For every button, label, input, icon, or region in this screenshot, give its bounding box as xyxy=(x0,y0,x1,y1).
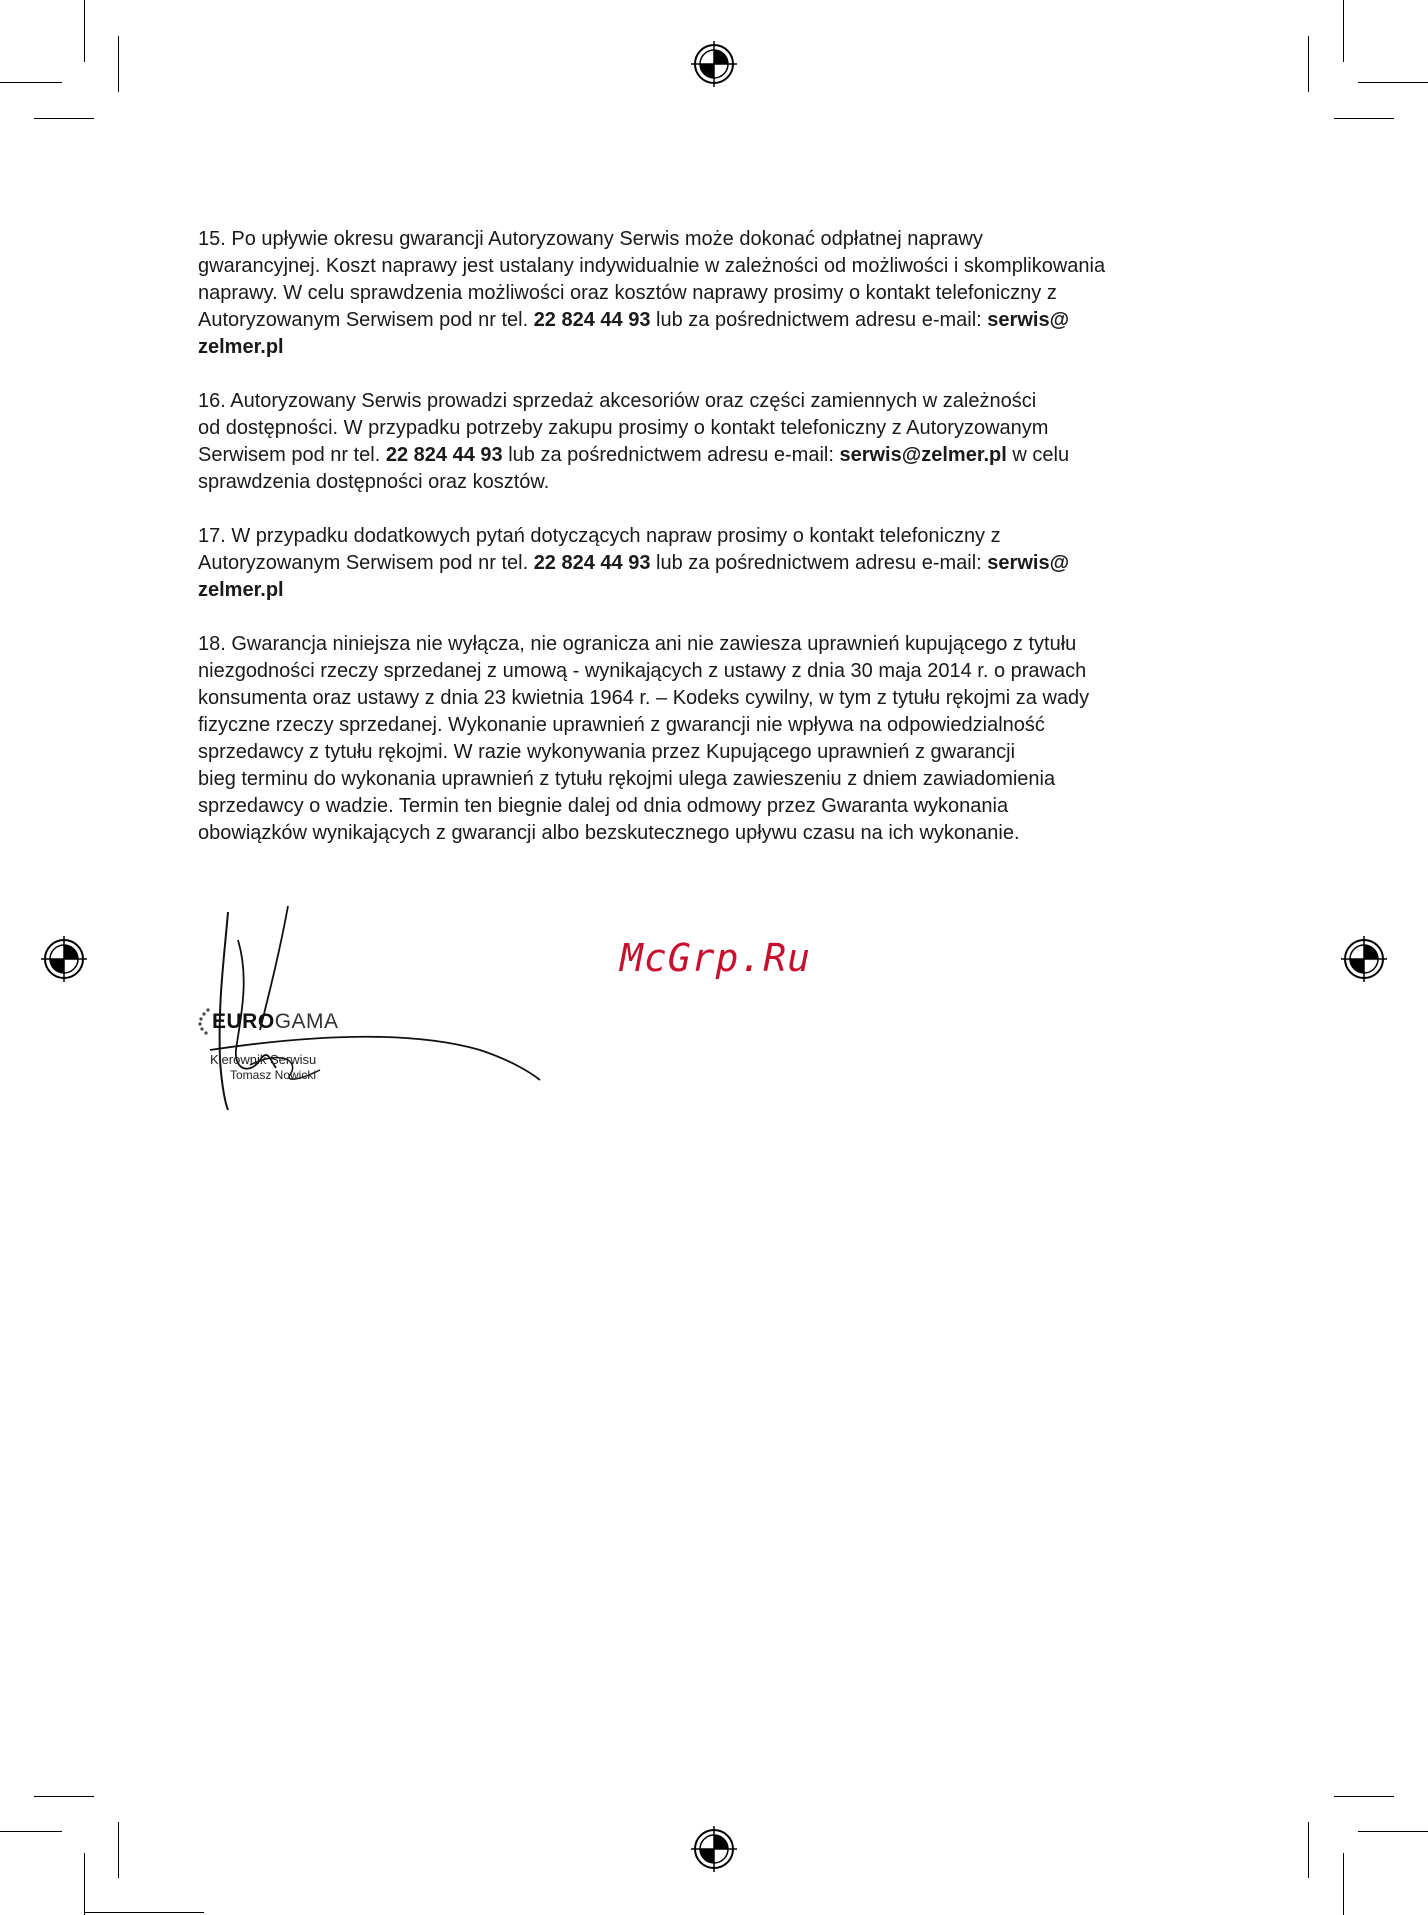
crop-mark xyxy=(1308,1822,1309,1878)
bold-text: serwis@zelmer.pl xyxy=(839,444,1007,466)
bold-text: 22 824 44 93 xyxy=(385,444,503,466)
crop-mark xyxy=(1308,36,1309,92)
bold-text: serwis@ zelmer.pl xyxy=(198,552,1070,601)
paragraph-16 xyxy=(198,388,1238,496)
crop-mark xyxy=(1334,118,1394,119)
stamp-brand xyxy=(212,1010,339,1034)
crop-mark xyxy=(1343,0,1344,62)
text-run: w celu sprawdzenia dostępności oraz kosztów. xyxy=(198,444,1070,493)
text-run: lub za pośrednictwem adresu e-mail: xyxy=(502,444,840,466)
crop-mark xyxy=(0,1831,62,1832)
signature-stamp xyxy=(190,900,550,1120)
text-run: 16. Autoryzowany Serwis prowadzi sprzedaż akcesoriów oraz części zamiennych w zależności od dostępności. W przypadku potrzeby zakupu prosimy o kontakt telefoniczny z Autoryzowanym Serwisem pod nr tel. xyxy=(198,390,1049,466)
crop-mark xyxy=(1358,1831,1428,1832)
text-run: 15. Po upływie okresu gwarancji Autoryzowany Serwis może dokonać odpłatnej naprawy gwarancyjnej. Koszt naprawy jest ustalany indywidualnie w zależności od możliwości i skomplikowania naprawy. W celu sprawdzenia możliwości oraz kosztów naprawy prosimy o kontakt telefoniczny z Autoryzowanym Serwisem pod nr tel. xyxy=(198,228,1106,331)
crop-mark xyxy=(118,36,119,92)
stamp-brand-euro: EURO xyxy=(212,1010,275,1033)
stamp-person: Tomasz Nowicki xyxy=(230,1068,317,1082)
crop-mark xyxy=(1334,1796,1394,1797)
crop-mark xyxy=(118,1822,119,1878)
stamp-role: Kierownik Serwisu xyxy=(210,1052,317,1067)
text-run: lub za pośrednictwem adresu e-mail: xyxy=(650,552,988,574)
crop-mark xyxy=(0,82,62,83)
crop-mark xyxy=(84,1853,85,1915)
paragraph-18 xyxy=(198,631,1238,847)
stamp-brand-gama: GAMA xyxy=(274,1010,339,1033)
crop-mark xyxy=(1343,1853,1344,1915)
text-run: 18. Gwarancja niniejsza nie wyłącza, nie ogranicza ani nie zawiesza uprawnień kupującego z tytułu niezgodności rzeczy sprzedanej z umową - wynikających z ustawy z dnia 30 maja 2014 r. o prawach konsumenta oraz ustawy z dnia 23 kwietnia 1964 r. – Kodeks cywilny, w tym z tytułu rękojmi za wady fizyczne rzeczy sprzedanej. Wykonanie uprawnień z gwarancji nie wpływa na odpowiedzialność sprzedawcy z tytułu rękojmi. W razie wykonywania przez Kupującego uprawnień z gwarancji bieg terminu do wykonania uprawnień z tytułu rękojmi ulega zawieszeniu z dniem zawiadomienia sprzedawcy o wadzie. Termin ten biegnie dalej od dnia odmowy przez Gwaranta wykonania obowiązków wynikających z gwarancji albo bezskutecznego upływu czasu na ich wykonanie. xyxy=(198,633,1090,844)
warranty-terms xyxy=(198,226,1238,874)
watermark: McGrp.Ru xyxy=(620,936,812,980)
registration-mark-icon xyxy=(691,1826,737,1872)
crop-mark xyxy=(84,0,85,62)
bold-text: 22 824 44 93 xyxy=(533,309,651,331)
crop-mark xyxy=(1358,82,1428,83)
registration-mark-icon xyxy=(41,936,87,982)
crop-mark xyxy=(34,1796,94,1797)
crop-mark xyxy=(84,1912,204,1913)
paragraph-15 xyxy=(198,226,1238,361)
paragraph-17 xyxy=(198,523,1238,604)
registration-mark-icon xyxy=(1341,936,1387,982)
registration-mark-icon xyxy=(691,41,737,87)
bold-text: serwis@ zelmer.pl xyxy=(198,309,1070,358)
text-run: 17. W przypadku dodatkowych pytań dotyczących napraw prosimy o kontakt telefoniczny z Autoryzowanym Serwisem pod nr tel. xyxy=(198,525,1001,574)
bold-text: 22 824 44 93 xyxy=(533,552,651,574)
text-run: lub za pośrednictwem adresu e-mail: xyxy=(650,309,988,331)
crop-mark xyxy=(34,118,94,119)
